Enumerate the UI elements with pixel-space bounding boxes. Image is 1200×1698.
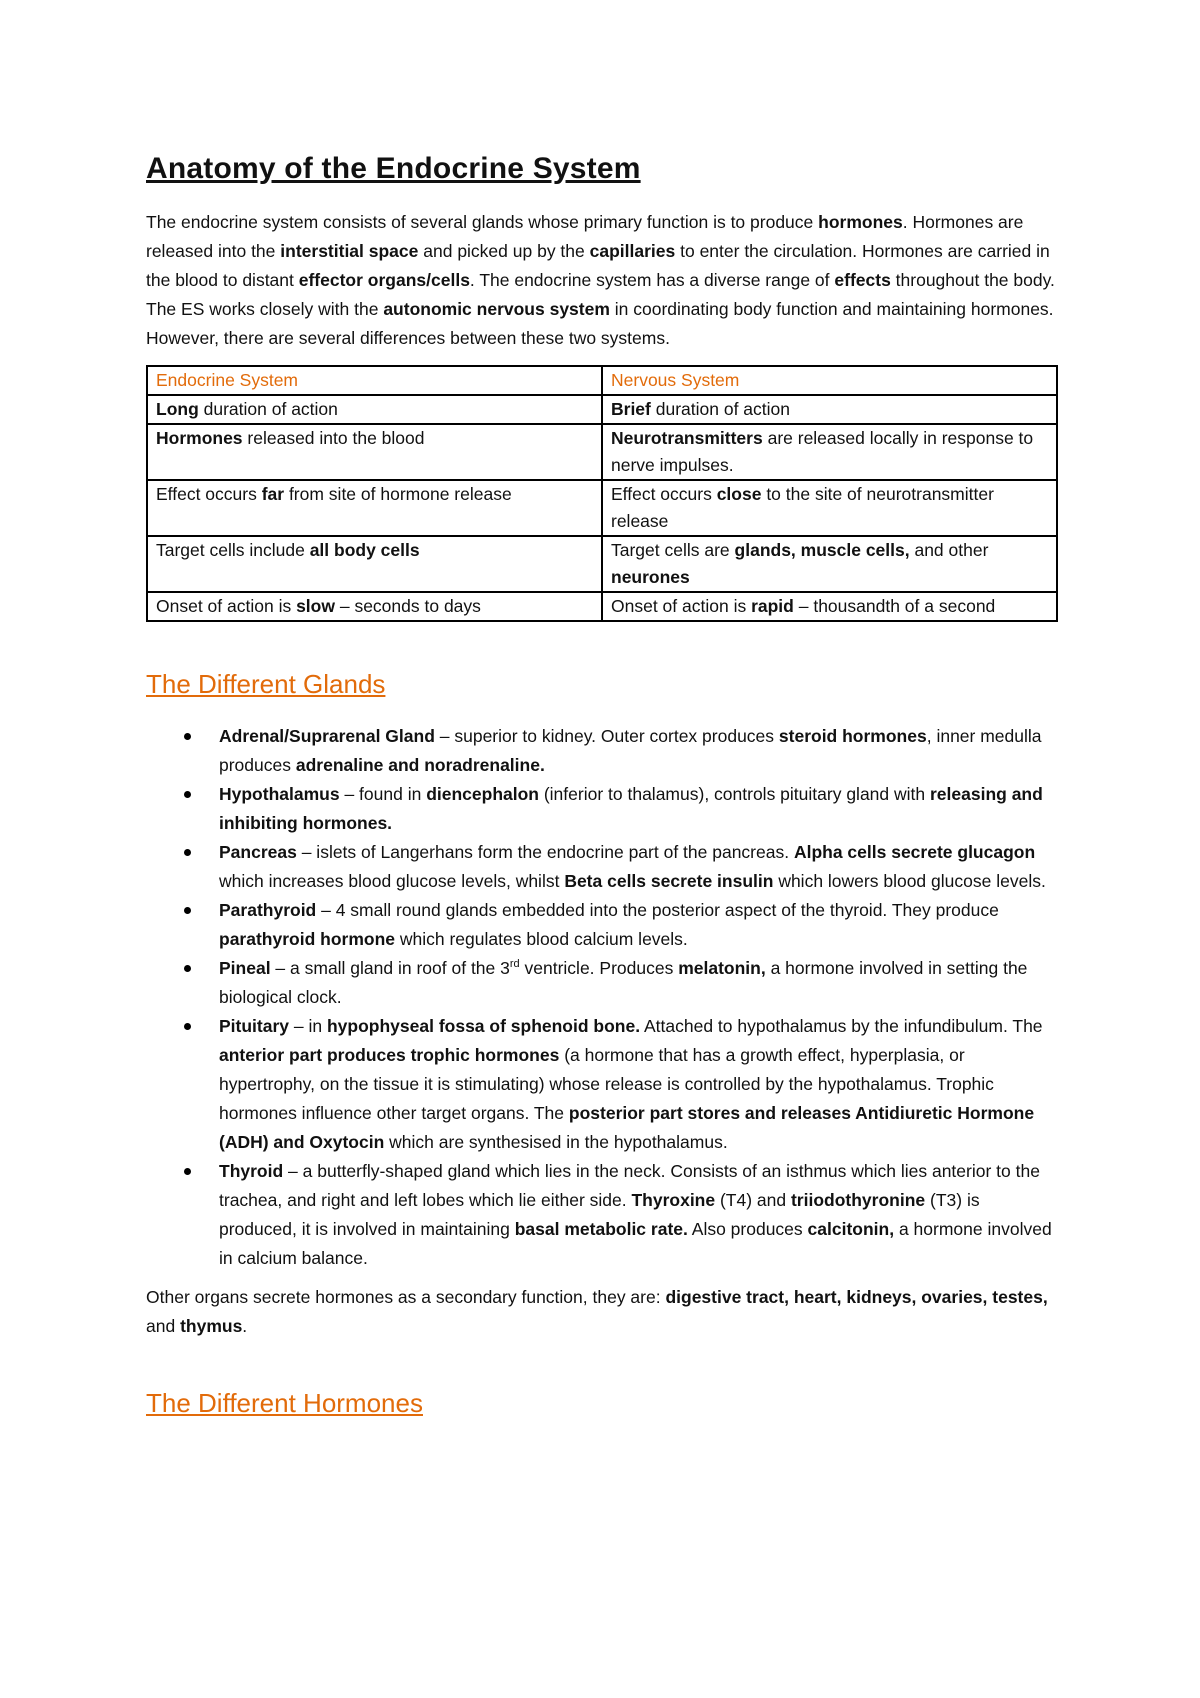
bullet-icon bbox=[184, 791, 191, 798]
glands-heading: The Different Glands bbox=[146, 669, 386, 699]
table-row bbox=[147, 424, 1057, 480]
bullet-icon bbox=[184, 1023, 191, 1030]
table-cell: Onset of action is slow – seconds to days bbox=[147, 592, 602, 621]
table-header-endocrine: Endocrine System bbox=[147, 366, 602, 395]
hormones-heading: The Different Hormones bbox=[146, 1388, 423, 1418]
table-cell: Onset of action is rapid – thousandth of a second bbox=[602, 592, 1057, 621]
bullet-icon bbox=[184, 907, 191, 914]
list-item-thyroid: Thyroid – a butterfly-shaped gland which lies in the neck. Consists of an isthmus which lies anterior to the trachea, and right and left lobes which lie either side. Thyroxine (T4) and triiodothyronine (T3) is produced, it is involved in maintaining basal metabolic rate. Also produces calcitonin, a hormone involved in calcium balance. bbox=[146, 1157, 1058, 1273]
table-cell: Target cells are glands, muscle cells, and other neurones bbox=[602, 536, 1057, 592]
table-row bbox=[147, 536, 1057, 592]
bullet-icon bbox=[184, 849, 191, 856]
list-item-pancreas: Pancreas – islets of Langerhans form the endocrine part of the pancreas. Alpha cells secrete glucagon which increases blood glucose levels, whilst Beta cells secrete insulin which lowers blood glucose levels. bbox=[146, 838, 1058, 896]
other-organs-paragraph: Other organs secrete hormones as a secondary function, they are: digestive tract, heart, kidneys, ovaries, testes, and thymus. bbox=[146, 1287, 1048, 1336]
page-title: Anatomy of the Endocrine System bbox=[146, 152, 641, 185]
document-content bbox=[146, 148, 1058, 1441]
bullet-icon bbox=[184, 733, 191, 740]
list-item-pituitary: Pituitary – in hypophyseal fossa of sphenoid bone. Attached to hypothalamus by the infundibulum. The anterior part produces trophic hormones (a hormone that has a growth effect, hyperplasia, or hypertrophy, on the tissue it is stimulating) whose release is controlled by the hypothalamus. Trophic hormones influence other target organs. The posterior part stores and releases Antidiuretic Hormone (ADH) and Oxytocin which are synthesised in the hypothalamus. bbox=[146, 1012, 1058, 1157]
table-cell: Brief duration of action bbox=[602, 395, 1057, 424]
list-item-pineal: Pineal – a small gland in roof of the 3rd ventricle. Produces melatonin, a hormone involved in setting the biological clock. bbox=[146, 954, 1058, 1012]
glands-list bbox=[146, 722, 1058, 1273]
table-row bbox=[147, 395, 1057, 424]
list-item-adrenal: Adrenal/Suprarenal Gland – superior to kidney. Outer cortex produces steroid hormones, inner medulla produces adrenaline and noradrenaline. bbox=[146, 722, 1058, 780]
table-header-nervous: Nervous System bbox=[602, 366, 1057, 395]
list-item-parathyroid: Parathyroid – 4 small round glands embedded into the posterior aspect of the thyroid. They produce parathyroid hormone which regulates blood calcium levels. bbox=[146, 896, 1058, 954]
table-cell: Long duration of action bbox=[147, 395, 602, 424]
table-row bbox=[147, 480, 1057, 536]
table-cell: Hormones released into the blood bbox=[147, 424, 602, 480]
bullet-icon bbox=[184, 1168, 191, 1175]
table-cell: Effect occurs far from site of hormone release bbox=[147, 480, 602, 536]
table-row bbox=[147, 592, 1057, 621]
table-header-row bbox=[147, 366, 1057, 395]
intro-paragraph: The endocrine system consists of several glands whose primary function is to produce hormones. Hormones are released into the interstitial space and picked up by the capillaries to enter the circulation. Hormones are carried in the blood to distant effector organs/cells. The endocrine system has a diverse range of effects throughout the body. The ES works closely with the autonomic nervous system in coordinating body function and maintaining hormones. However, there are several differences between these two systems. bbox=[146, 212, 1055, 348]
comparison-table bbox=[146, 365, 1058, 622]
list-item-hypothalamus: Hypothalamus – found in diencephalon (inferior to thalamus), controls pituitary gland with releasing and inhibiting hormones. bbox=[146, 780, 1058, 838]
table-cell: Effect occurs close to the site of neurotransmitter release bbox=[602, 480, 1057, 536]
table-cell: Neurotransmitters are released locally in response to nerve impulses. bbox=[602, 424, 1057, 480]
bullet-icon bbox=[184, 965, 191, 972]
table-cell: Target cells include all body cells bbox=[147, 536, 602, 592]
